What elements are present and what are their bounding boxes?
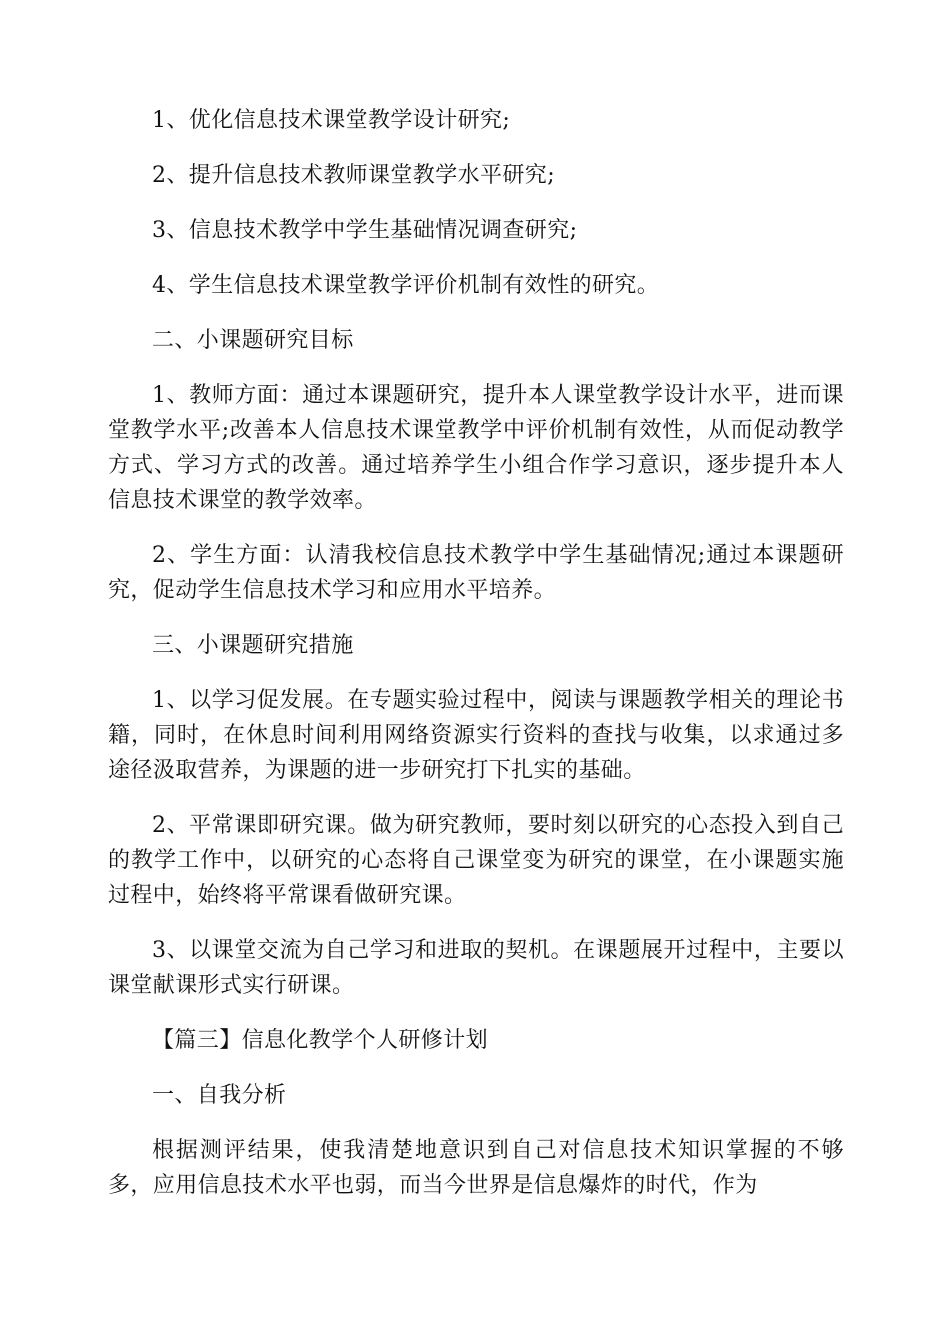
chapter-heading-part-three: 【篇三】信息化教学个人研修计划	[152, 1028, 489, 1053]
paragraph-teacher-goals: 1、教师方面：通过本课题研究，提升本人课堂教学设计水平，进而课堂教学水平;改善本人信息技术课堂教学中评价机制有效性，从而促动教学方式、学习方式的改善。通过培养学生小组合作学习意识，逐步提升本人信息技术课堂的教学效率。	[108, 383, 844, 513]
list-item-research-topic-1: 1、优化信息技术课堂教学设计研究;	[152, 108, 511, 133]
paragraph-student-goals: 2、学生方面：认清我校信息技术教学中学生基础情况;通过本课题研究，促动学生信息技术学习和应用水平培养。	[108, 543, 844, 603]
section-heading-goals: 二、小课题研究目标	[152, 328, 354, 353]
list-item-research-topic-4: 4、学生信息技术课堂教学评价机制有效性的研究。	[152, 273, 660, 298]
document-body	[108, 103, 844, 1223]
paragraph-measure-1: 1、以学习促发展。在专题实验过程中，阅读与课题教学相关的理论书籍，同时，在休息时间利用网络资源实行资料的查找与收集，以求通过多途径汲取营养，为课题的进一步研究打下扎实的基础。	[108, 688, 844, 783]
section-heading-self-analysis: 一、自我分析	[152, 1083, 287, 1108]
section-heading-measures: 三、小课题研究措施	[152, 633, 354, 658]
paragraph-measure-2: 2、平常课即研究课。做为研究教师，要时刻以研究的心态投入到自己的教学工作中，以研究的心态将自己课堂变为研究的课堂，在小课题实施过程中，始终将平常课看做研究课。	[108, 813, 844, 908]
paragraph-self-analysis: 根据测评结果，使我清楚地意识到自己对信息技术知识掌握的不够多，应用信息技术水平也弱，而当今世界是信息爆炸的时代，作为	[108, 1138, 844, 1198]
list-item-research-topic-2: 2、提升信息技术教师课堂教学水平研究;	[152, 163, 556, 188]
list-item-research-topic-3: 3、信息技术教学中学生基础情况调查研究;	[152, 218, 578, 243]
paragraph-measure-3: 3、以课堂交流为自己学习和进取的契机。在课题展开过程中，主要以课堂献课形式实行研课。	[108, 938, 844, 998]
